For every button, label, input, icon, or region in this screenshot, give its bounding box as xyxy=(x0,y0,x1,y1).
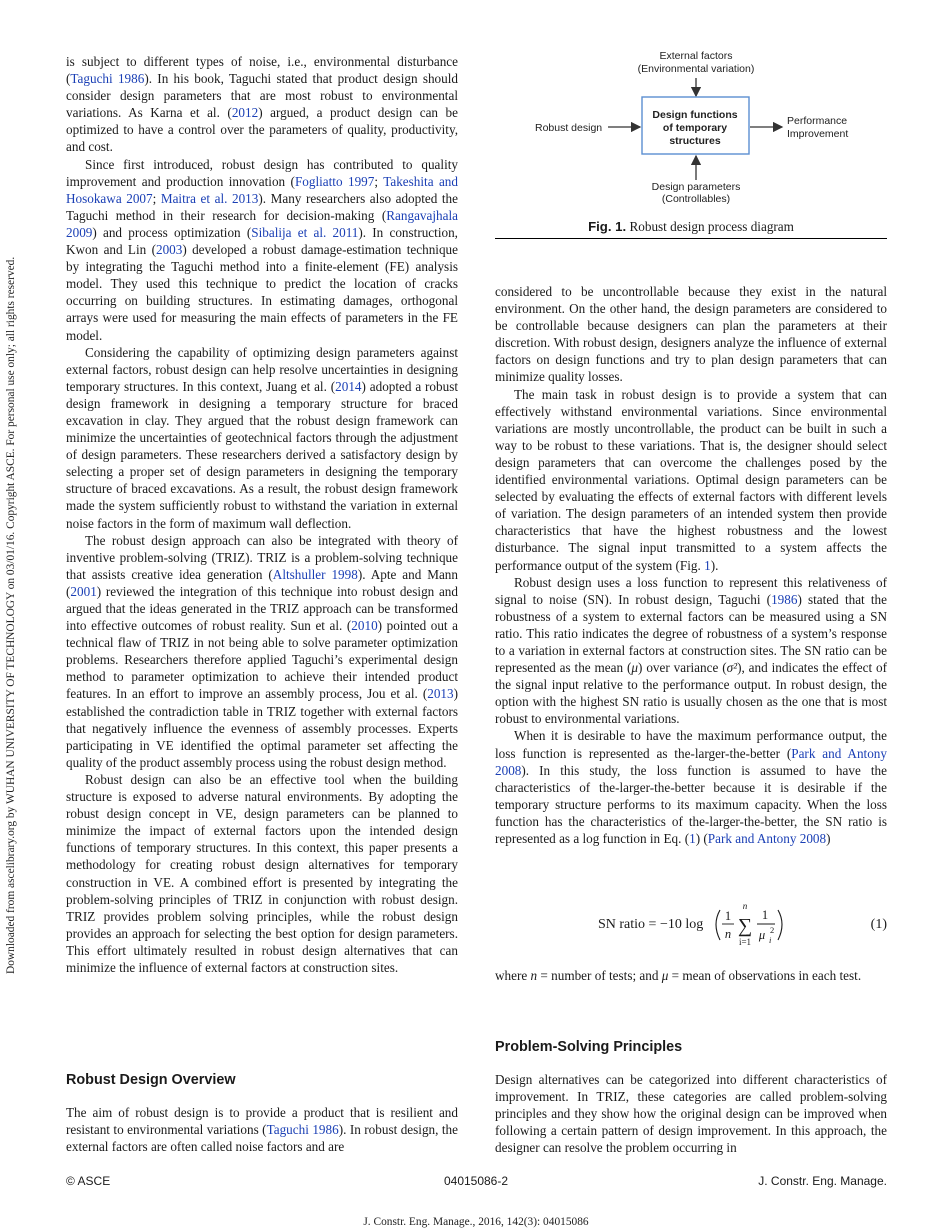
label-performance: Performance xyxy=(787,115,848,127)
figure-link[interactable]: 1 xyxy=(704,557,711,573)
paragraph: Since first introduced, robust design has contributed to quality improvement and production innovation (Fogliatto 1997; Takeshita and Hosokawa 2007; Maitra et al. 2013). Many researchers also adopted the Taguchi method in their research for decision-making (Rangavajhala 2009) and process optimization (Sibalija et al. 2011). In construction, Kwon and Lin (2003) developed a robust damage-estimation technique by integrating the Taguchi method into a finite-element (FE) analysis model. They used this technique to predict the location of cracks occurring on building structures. In estimating damages, orthogonal arrays were used for measuring the main effects of parameters in the FE model. xyxy=(66,156,459,343)
citation-link[interactable]: 2012 xyxy=(231,105,259,121)
section-heading: Problem-Solving Principles xyxy=(495,1039,683,1055)
frac1-denominator: n xyxy=(724,927,732,941)
citation-link[interactable]: Maitra et al. 2013 xyxy=(160,190,259,206)
robust-design-diagram xyxy=(495,42,887,238)
paragraph: Design alternatives can be categorized into different characteristics of improvement. In TRIZ, these categories are called problem-solving principles and they show how the original design can be improved when following a certain pattern of design improvement. In this approach, the designer can resolve the problem occurring in xyxy=(495,1072,887,1156)
left-paren xyxy=(716,910,720,940)
label-external-factors: External factors xyxy=(659,50,733,62)
box-label-line2: of temporary xyxy=(662,122,728,134)
equation-sn-ratio xyxy=(495,900,887,948)
citation-link[interactable]: Altshuller 1998 xyxy=(272,566,358,582)
download-notice: Downloaded from ascelibrary.org by WUHAN UNIVERSITY OF TECHNOLOGY on 03/01/16. Copyright ASCE. For personal use only; all rights reserved. xyxy=(5,256,17,974)
figure-divider xyxy=(495,238,887,239)
citation-link[interactable]: 2014 xyxy=(335,378,362,394)
equation-where-clause xyxy=(495,967,887,984)
frac2-denominator: μ xyxy=(758,928,766,942)
paragraph: Considering the capability of optimizing design parameters against external factors, robust design can help resolve uncertainties in designing temporary structures. In this context, Juang et al. (2014) adopted a robust design framework in designing a temporary structure for braced excavation in clay. They argued that the robust design framework can minimize the uncertainties of geotechnical factors through the adjustment of design parameters. These researchers derived a satisfactory design by selecting a proper set of design parameters in designing the temporary structure of braced excavations. As a result, the robust design framework made the system sufficiently robust to withstand the variation in external noise factors in the form of maximum wall deflection. xyxy=(66,344,458,531)
paragraph: is subject to different types of noise, i.e., environmental disturbance (Taguchi 1986). In his book, Taguchi stated that product design should consider design parameters that are most robust to environmental variations. As Karna et al. (2012) argued, a product design can be optimized to have a control over the parameters of quality, productivity, and cost. xyxy=(66,54,458,155)
right-paren xyxy=(778,910,782,940)
paragraph: The aim of robust design is to provide a product that is resilient and resistant to environmental variations (Taguchi 1986). In robust design, the external factors are often called noise factors and are xyxy=(66,1105,458,1155)
paragraph: Robust design can also be an effective tool when the building structure is exposed to adverse natural environments. By adopting the robust design concept in VE, design parameters can be planned to minimize the impact of external factors upon the intended design functions of temporary structures. In this context, this paper presents a methodology for creating robust design alternatives for temporary construction in VE. A combined effort is presented by integrating the problem-solving principles of TRIZ in conjunction with robust design. TRIZ provides problem solving principles, while the robust design provides an approach for selecting the best option for design parameters. This effort ultimately resulted in robust design alternatives that can minimize the influence of external factors at construction sites. xyxy=(66,771,458,975)
citation-link[interactable]: 2003 xyxy=(155,242,183,258)
footer-page-number: 04015086-2 xyxy=(443,1174,509,1188)
figure-caption: Fig. 1. Robust design process diagram xyxy=(588,219,794,234)
right-column xyxy=(495,283,887,847)
paragraph: where n = number of tests; and μ = mean of observations in each test. xyxy=(495,968,862,983)
frac1-numerator: 1 xyxy=(724,909,732,923)
label-design-parameters: Design parameters xyxy=(651,181,741,193)
footer-copyright: © ASCE xyxy=(66,1174,111,1188)
label-improvement: Improvement xyxy=(787,128,849,140)
citation-link[interactable]: Taguchi 1986 xyxy=(70,71,145,87)
equation-link[interactable]: 1 xyxy=(689,831,696,846)
equation-number: (1) xyxy=(870,917,887,932)
citation-link[interactable]: Park and Antony 2008 xyxy=(707,831,827,846)
citation-link[interactable]: 2001 xyxy=(70,583,97,599)
paragraph: considered to be uncontrollable because they exist in the natural environment. On the other hand, the design parameters are considered to be controllable because designers can plan the parameters at their discretion. With robust design, designers analyze the influence of external factors on design functions and try to plan design parameters that can minimize quality losses. xyxy=(495,284,887,385)
citation-link[interactable]: Sibalija et al. 2011 xyxy=(251,224,359,240)
paragraph: The main task in robust design is to provide a system that can effectively withstand environmental variations. Since environmental variations are mostly uncontrollable, the product can be built in such a way to be robust to these variations. That is, the designer should select design parameters that can overcome the challenges posed by the identified environmental variations. Optimal design parameters can be selected by evaluating the effects of external factors with different levels of variation. The design parameters of an intended system then provide characteristics that have the highest robustness and the lowest disturbance. The signal input transmitted to a system affects the performance output of the system (Fig. 1). xyxy=(495,386,887,573)
label-robust-design: Robust design xyxy=(535,122,603,134)
paragraph: The robust design approach can also be integrated with theory of inventive problem-solving (TRIZ). TRIZ is a problem-solving technique that assists creative idea generation (Altshuller 1998). Apte and Mann (2001) reviewed the integration of this technique into robust design and argued that the ideas generated in the TRIZ approach can be transformed into effective outcomes of robust reality. Sun et al. (2010) pointed out a technical flaw of TRIZ in not being able to solve parameter optimization problems. Researchers therefore applied Taguchi’s experimental design method to parameter optimization to achieve their intended product features. In an effort to improve an assembly process, Jou et al. (2013) established the contradiction table in TRIZ together with external factors that negatively influence the evenness of assembly processes. Experts participating in VE identified the optimal parameter set affecting the quality of the product assembly process using the robust design method. xyxy=(66,532,458,770)
sum-upper: n xyxy=(742,901,748,911)
citation-link[interactable]: 2010 xyxy=(351,618,378,634)
citation-link[interactable]: 1986 xyxy=(771,591,798,607)
citation-link[interactable]: Fogliatto 1997 xyxy=(294,173,375,189)
paragraph: When it is desirable to have the maximum performance output, the loss function is represented as the-larger-the-better (Park and Antony 2008). In this study, the loss function is assumed to have the characteristics of the-larger-the-better because it is desirable if the temporary structure performs to its maximum capacity. When the loss function has the characteristics of the-larger-the-better, the SN ratio is represented as a log function in Eq. (1) (Park and Antony 2008) xyxy=(495,728,887,846)
right-column-continued xyxy=(495,1071,887,1156)
left-column xyxy=(66,53,458,976)
frac2-den-sup: 2 xyxy=(770,925,775,935)
section-heading: Robust Design Overview xyxy=(66,1072,236,1088)
label-environmental-variation: (Environmental variation) xyxy=(637,63,755,75)
bottom-citation: J. Constr. Eng. Manage., 2016, 142(3): 04015086 xyxy=(363,1216,589,1228)
equation-lhs: SN ratio = −10 log xyxy=(598,917,704,932)
sum-symbol: ∑ xyxy=(737,915,753,937)
label-controllables: (Controllables) xyxy=(661,193,731,205)
sum-lower: i=1 xyxy=(738,937,752,947)
box-label-line3: structures xyxy=(669,135,721,147)
frac2-numerator: 1 xyxy=(761,908,769,922)
footer-journal: J. Constr. Eng. Manage. xyxy=(758,1174,887,1188)
citation-link[interactable]: Rangavajhala 2009 xyxy=(66,207,458,240)
box-label-line1: Design functions xyxy=(652,109,738,121)
paragraph: Robust design uses a loss function to represent this relativeness of signal to noise (SN). In robust design, Taguchi (1986) stated that the robustness of a system to external factors can be measured using a SN ratio. This ratio indicates the degree of robustness of a system’s response to a variation in external factors at construction sites. The SN ratio can be represented as the mean (μ) over variance (σ²), and indicates the effect of the signal input relative to the performance output. In robust design, the option with the highest SN ratio is usually chosen as the one that is most robust to environmental variations. xyxy=(495,574,887,727)
left-column-continued xyxy=(66,1104,458,1155)
citation-link[interactable]: Taguchi 1986 xyxy=(266,1122,339,1138)
citation-link[interactable]: Takeshita and Hosokawa 2007 xyxy=(66,173,458,206)
citation-link[interactable]: Park and Antony 2008 xyxy=(495,745,887,778)
citation-link[interactable]: 2013 xyxy=(427,686,454,702)
frac2-den-sub: i xyxy=(769,935,772,945)
